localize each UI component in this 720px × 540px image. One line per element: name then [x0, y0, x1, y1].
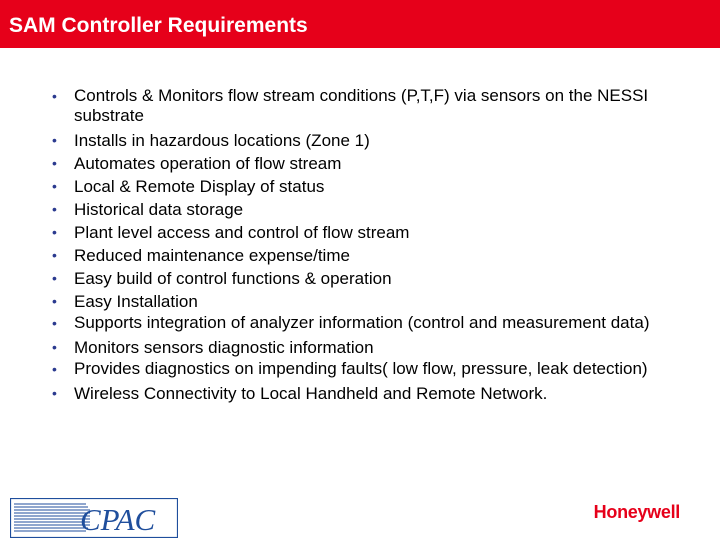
bullet-dot-icon: •: [52, 224, 57, 240]
bullet-item: [52, 244, 662, 267]
bullet-dot-icon: •: [52, 155, 57, 171]
bullet-text: Wireless Connectivity to Local Handheld and Remote Network.: [74, 384, 548, 403]
bullet-dot-icon: •: [52, 88, 57, 104]
bullet-dot-icon: •: [52, 339, 57, 355]
bullet-text: Historical data storage: [74, 200, 244, 219]
bullet-list: [52, 86, 662, 405]
bullet-item: [52, 267, 662, 290]
bullet-item: [52, 313, 662, 333]
bullet-item: [52, 221, 662, 244]
bullet-text: Monitors sensors diagnostic information: [74, 338, 374, 357]
bullet-dot-icon: •: [52, 315, 57, 331]
bullet-dot-icon: •: [52, 361, 57, 377]
title-bar: [0, 0, 720, 48]
bullet-dot-icon: •: [52, 247, 57, 263]
bullet-item: [52, 290, 662, 313]
bullet-text: Reduced maintenance expense/time: [74, 246, 350, 265]
bullet-text: Local & Remote Display of status: [74, 177, 325, 196]
bullet-text: Supports integration of analyzer information (control and measurement data): [74, 313, 650, 332]
bullet-text: Installs in hazardous locations (Zone 1): [74, 131, 370, 150]
slide-title: SAM Controller Requirements: [9, 14, 308, 37]
bullet-dot-icon: •: [52, 132, 57, 148]
bullet-text: Plant level access and control of flow stream: [74, 223, 410, 242]
bullet-item: [52, 382, 662, 405]
bullet-dot-icon: •: [52, 293, 57, 309]
bullet-text: Automates operation of flow stream: [74, 154, 342, 173]
bullet-item: [52, 359, 662, 379]
bullet-item: [52, 129, 662, 152]
cpac-logo-text: CPAC: [80, 502, 156, 537]
bullet-item: [52, 175, 662, 198]
bullet-text: Easy build of control functions & operation: [74, 269, 392, 288]
bullet-text: Controls & Monitors flow stream conditions (P,T,F) via sensors on the NESSI substrate: [74, 86, 649, 125]
honeywell-logo: Honeywell: [593, 502, 680, 522]
cpac-logo: [10, 498, 178, 538]
bullet-text: Easy Installation: [74, 292, 198, 311]
bullet-item: [52, 152, 662, 175]
bullet-item: [52, 198, 662, 221]
bullet-dot-icon: •: [52, 178, 57, 194]
bullet-item: [52, 86, 662, 126]
bullet-dot-icon: •: [52, 201, 57, 217]
bullet-dot-icon: •: [52, 385, 57, 401]
bullet-dot-icon: •: [52, 270, 57, 286]
bullet-item: [52, 336, 662, 359]
bullet-text: Provides diagnostics on impending faults( low flow, pressure, leak detection): [74, 359, 648, 378]
